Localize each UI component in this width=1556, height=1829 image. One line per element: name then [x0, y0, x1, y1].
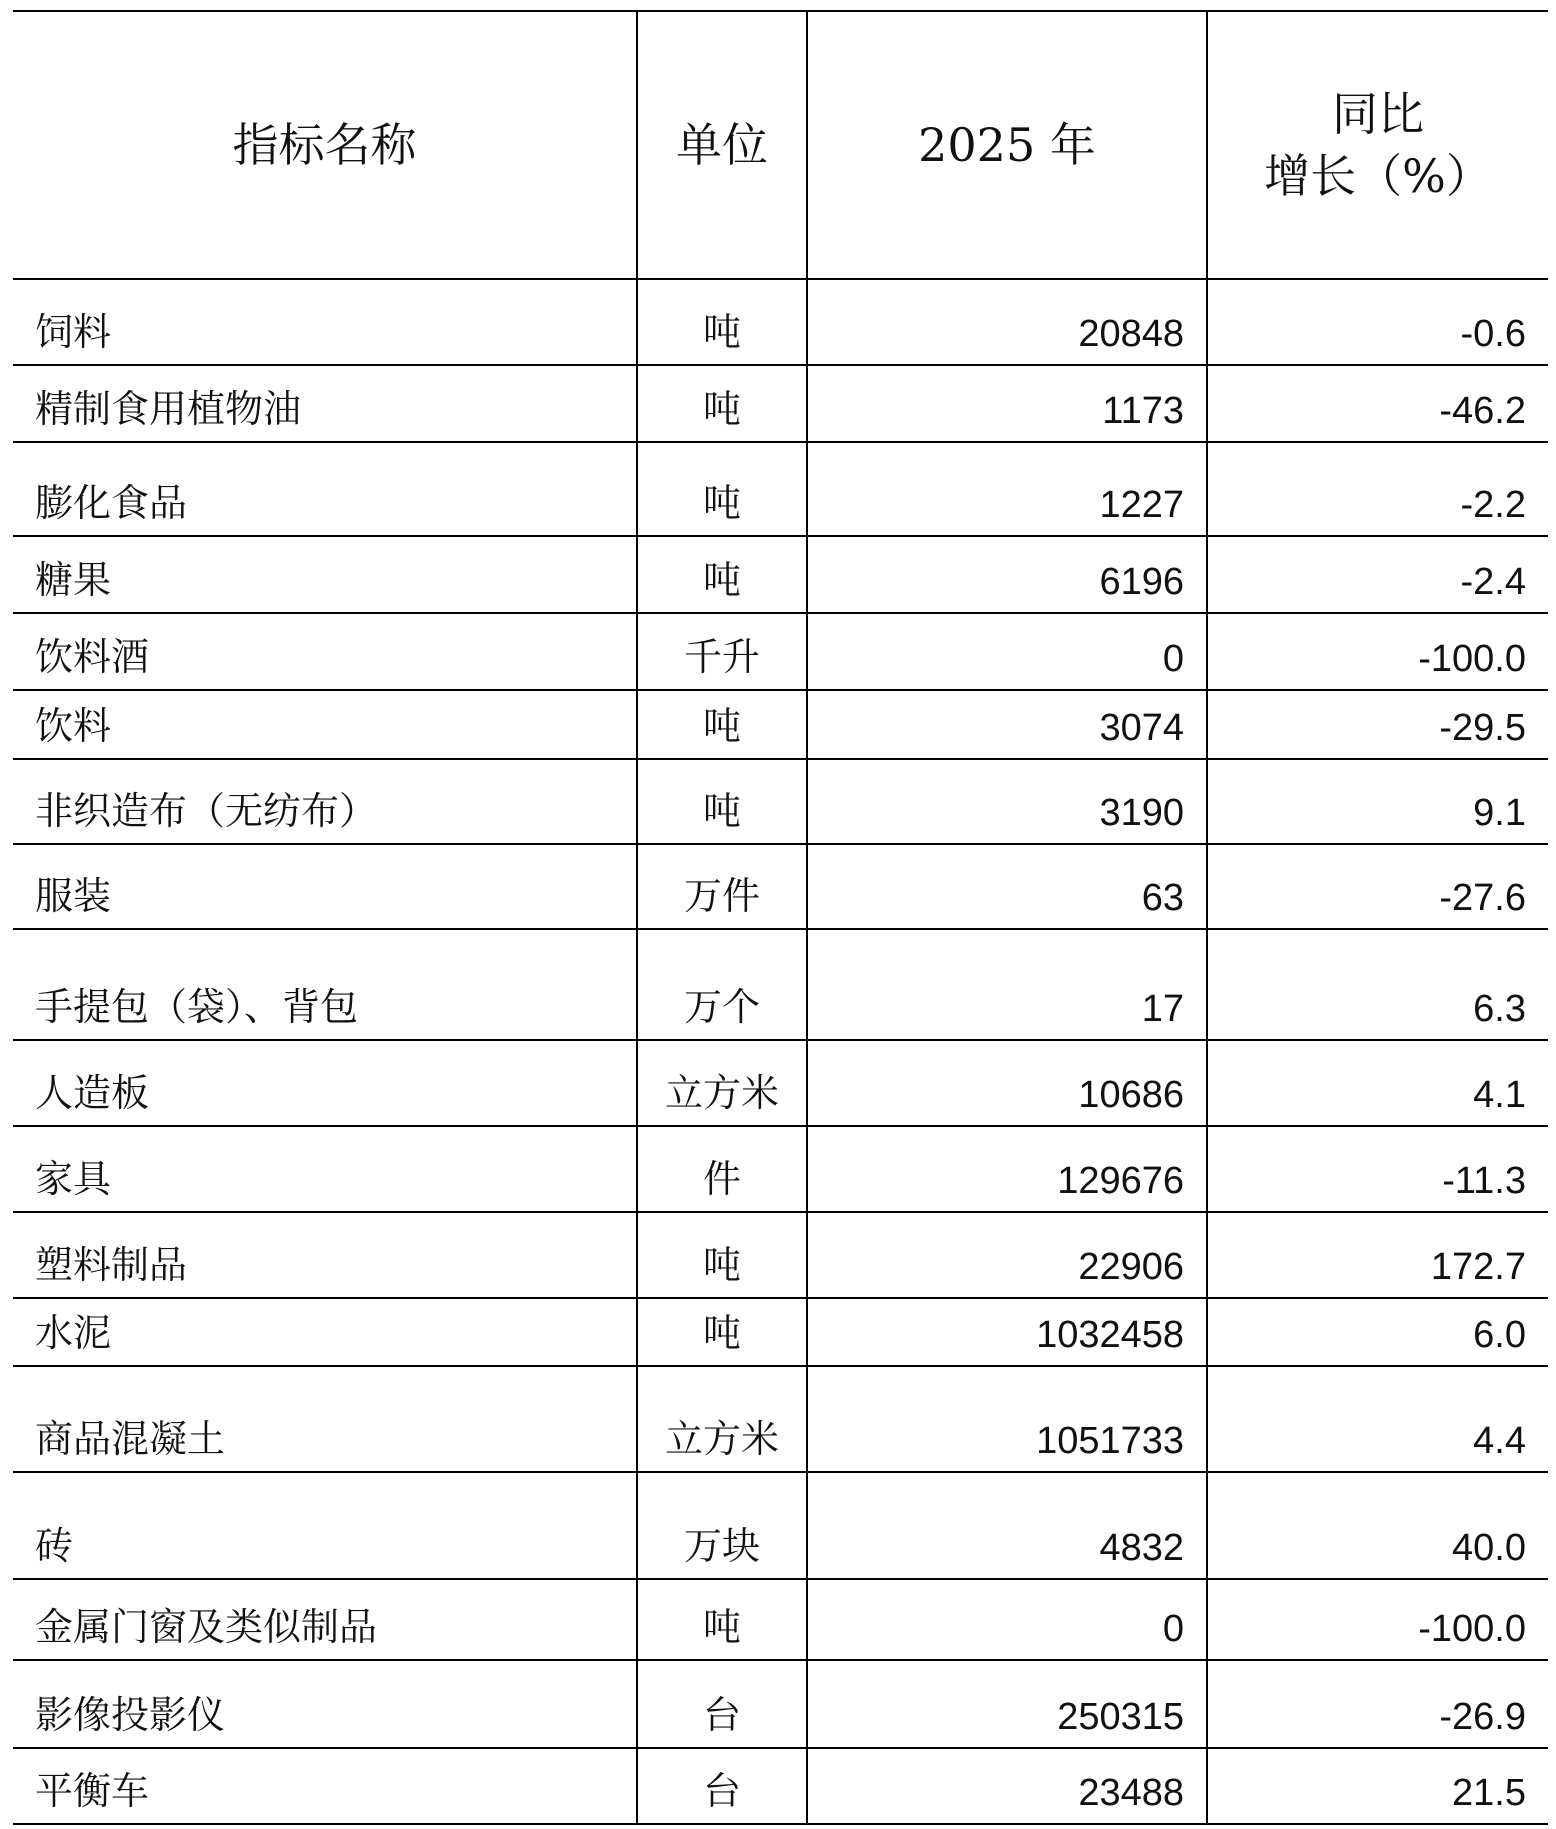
indicator-name: 非织造布（无纺布）: [13, 759, 637, 844]
value-cell: 0: [807, 1579, 1207, 1660]
table-row: [13, 1040, 1548, 1126]
indicator-name: 手提包（袋）、背包: [13, 929, 637, 1040]
growth-cell: 6.3: [1207, 929, 1548, 1040]
value-cell: 23488: [807, 1748, 1207, 1824]
header-row: [13, 11, 1548, 279]
growth-cell: -100.0: [1207, 613, 1548, 690]
statistics-table: [13, 10, 1548, 1825]
unit-cell: 吨: [637, 1212, 807, 1298]
unit-cell: 万块: [637, 1472, 807, 1579]
unit-cell: 立方米: [637, 1366, 807, 1472]
unit-cell: 万个: [637, 929, 807, 1040]
growth-cell: -2.2: [1207, 442, 1548, 536]
unit-cell: 万件: [637, 844, 807, 929]
value-cell: 0: [807, 613, 1207, 690]
table-row: [13, 1472, 1548, 1579]
unit-cell: 吨: [637, 759, 807, 844]
value-cell: 20848: [807, 279, 1207, 365]
header-growth: [1207, 11, 1548, 279]
value-cell: 22906: [807, 1212, 1207, 1298]
growth-cell: -27.6: [1207, 844, 1548, 929]
unit-cell: 台: [637, 1748, 807, 1824]
unit-cell: 吨: [637, 279, 807, 365]
table-row: [13, 844, 1548, 929]
indicator-name: 影像投影仪: [13, 1660, 637, 1748]
value-cell: 10686: [807, 1040, 1207, 1126]
indicator-name: 膨化食品: [13, 442, 637, 536]
table-row: [13, 1212, 1548, 1298]
growth-cell: -46.2: [1207, 365, 1548, 442]
unit-cell: 千升: [637, 613, 807, 690]
header-growth-line1: 同比: [1332, 87, 1424, 141]
value-cell: 129676: [807, 1126, 1207, 1212]
table-row: [13, 929, 1548, 1040]
indicator-name: 精制食用植物油: [13, 365, 637, 442]
growth-cell: 9.1: [1207, 759, 1548, 844]
table-row: [13, 613, 1548, 690]
table-row: [13, 690, 1548, 759]
table-row: [13, 279, 1548, 365]
growth-cell: -11.3: [1207, 1126, 1548, 1212]
growth-cell: 6.0: [1207, 1298, 1548, 1366]
growth-cell: 172.7: [1207, 1212, 1548, 1298]
unit-cell: 吨: [637, 442, 807, 536]
header-indicator-name: 指标名称: [13, 11, 637, 279]
indicator-name: 饮料: [13, 690, 637, 759]
unit-cell: 吨: [637, 536, 807, 613]
table-row: [13, 442, 1548, 536]
table-row: [13, 1748, 1548, 1824]
value-cell: 1227: [807, 442, 1207, 536]
indicator-name: 服装: [13, 844, 637, 929]
table-row: [13, 1298, 1548, 1366]
header-growth-line2: 增长（%）: [1264, 149, 1492, 203]
table-header: [13, 11, 1548, 279]
unit-cell: 吨: [637, 1298, 807, 1366]
growth-cell: -29.5: [1207, 690, 1548, 759]
indicator-name: 砖: [13, 1472, 637, 1579]
value-cell: 1173: [807, 365, 1207, 442]
growth-cell: -2.4: [1207, 536, 1548, 613]
table-body: [13, 279, 1548, 1824]
growth-cell: 40.0: [1207, 1472, 1548, 1579]
growth-cell: -26.9: [1207, 1660, 1548, 1748]
unit-cell: 件: [637, 1126, 807, 1212]
value-cell: 6196: [807, 536, 1207, 613]
unit-cell: 吨: [637, 1579, 807, 1660]
value-cell: 3190: [807, 759, 1207, 844]
growth-cell: -100.0: [1207, 1579, 1548, 1660]
table-row: [13, 1579, 1548, 1660]
header-unit: 单位: [637, 11, 807, 279]
growth-cell: 4.4: [1207, 1366, 1548, 1472]
value-cell: 1032458: [807, 1298, 1207, 1366]
indicator-name: 糖果: [13, 536, 637, 613]
indicator-name: 水泥: [13, 1298, 637, 1366]
value-cell: 4832: [807, 1472, 1207, 1579]
table-row: [13, 365, 1548, 442]
indicator-name: 人造板: [13, 1040, 637, 1126]
indicator-name: 饮料酒: [13, 613, 637, 690]
indicator-name: 塑料制品: [13, 1212, 637, 1298]
unit-cell: 吨: [637, 365, 807, 442]
unit-cell: 立方米: [637, 1040, 807, 1126]
indicator-name: 饲料: [13, 279, 637, 365]
indicator-name: 平衡车: [13, 1748, 637, 1824]
table-row: [13, 1366, 1548, 1472]
indicator-name: 金属门窗及类似制品: [13, 1579, 637, 1660]
indicator-name: 家具: [13, 1126, 637, 1212]
value-cell: 63: [807, 844, 1207, 929]
unit-cell: 吨: [637, 690, 807, 759]
indicator-name: 商品混凝土: [13, 1366, 637, 1472]
value-cell: 250315: [807, 1660, 1207, 1748]
table-row: [13, 759, 1548, 844]
growth-cell: 21.5: [1207, 1748, 1548, 1824]
growth-cell: 4.1: [1207, 1040, 1548, 1126]
header-year: 2025 年: [807, 11, 1207, 279]
table-row: [13, 1126, 1548, 1212]
value-cell: 17: [807, 929, 1207, 1040]
value-cell: 3074: [807, 690, 1207, 759]
unit-cell: 台: [637, 1660, 807, 1748]
value-cell: 1051733: [807, 1366, 1207, 1472]
table-row: [13, 536, 1548, 613]
growth-cell: -0.6: [1207, 279, 1548, 365]
table-row: [13, 1660, 1548, 1748]
